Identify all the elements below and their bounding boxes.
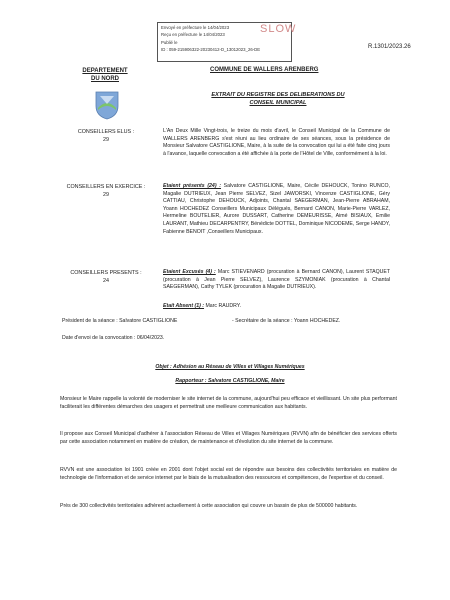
- convocation-date: Date d'envoi de la convocation : 06/04/2023.: [62, 335, 165, 341]
- elus-count: 29: [103, 137, 109, 143]
- presents-list: Salvatore CASTIGLIONE, Maire, Cécile DEHOUCK, Tonino RUNCO, Magalie DUTRIEUX, Jean Pierre SELVEZ, Sizel JAWORSKI, Vincenze CASTIGLIONE, Géry CATTIAU, Christophe DEHOUCK, Adjoints, Chantal SAEGERMAN, Jean-Pierre ABRAHAM, Yoann HOCHEDEZ Conseillers Municipaux Délégués, Bernard CANON, Marie-Pierre VARLEZ, Hermeline BOUTELIER, Aurore DUSSART, Catherine DEMEURISSE, Aimé BISIAUX, Emilie LAURANT, Mathieu DECARPENTRY, Bénédicte DOTTEL, Dominique NICODEME, Serge HANDY, Fabienne BENOIT ,Conseillers Municipaux.: [163, 183, 390, 235]
- exercice-label-text: CONSEILLERS EN EXERCICE :: [66, 184, 146, 190]
- department-line: DU NORD: [91, 76, 119, 82]
- exercice-label: [62, 183, 150, 199]
- body-paragraph-2: Il propose aux Conseil Municipal d'adhérer à l'association Réseau de Villes et Villages Numériques (RVVN) afin de bénéficier des services offerts par cette association notamment en matière de création, de maintenance et d'évolution du site internet de la commune.: [60, 431, 397, 445]
- presents-label-text: CONSEILLERS PRESENTS :: [70, 270, 142, 276]
- absent-paragraph: [163, 303, 390, 311]
- presents-title: Etaient présents (24) :: [163, 183, 221, 189]
- handwritten-annotation: SLOW: [260, 23, 297, 35]
- extrait-title: [168, 91, 388, 107]
- elus-label: [62, 128, 150, 144]
- excuses-paragraph: [163, 269, 390, 292]
- commune-crest-icon: [94, 90, 120, 120]
- excuses-list: Marc STIEVENARD (procuration à Bernard CANON), Laurent STAQUET (procuration à Jean Pierre SELVEZ), Laurence SZYMONIAK (procuration à Chantal SAEGERMAN), Cathy TYLEK (procuration à Magalie DUTRIEUX).: [163, 269, 390, 291]
- presents-paragraph: [163, 183, 390, 236]
- objet-line: Objet : Adhésion au Réseau de Villes et Villages Numériques: [155, 364, 305, 370]
- exercice-count: 29: [103, 192, 109, 198]
- body-paragraph-3: RVVN est une association loi 1901 créée en 2001 dont l'objet social est de répondre aux besoins des collectivités territoriales en matière de technologie de l'information et de service internet par le biais de la mutualisation des ressources et compétences, de l'expertise et du conseil.: [60, 467, 397, 481]
- extrait-line: EXTRAIT DU REGISTRE DES DELIBERATIONS DU: [211, 92, 345, 98]
- presents-count: 24: [103, 278, 109, 284]
- commune-heading: COMMUNE DE WALLERS ARENBERG: [210, 67, 319, 73]
- excuses-title: Etaient Excusés (4) :: [163, 269, 216, 275]
- body-paragraph-1: Monsieur le Maire rappelle la volonté de moderniser le site internet de la commune, aujourd'hui peu efficace et vieillissant. Un site plus performant faciliterait les différentes démarches des usagers et permettrait une meilleure communication aux habitants.: [60, 396, 397, 410]
- department-heading: [70, 67, 140, 83]
- absent-list: Marc RAUDRY.: [204, 303, 242, 309]
- body-paragraph-4: Près de 300 collectivités territoriales adhèrent actuellement à cette association qui couvre un bassin de plus de 500000 habitants.: [60, 503, 358, 509]
- elus-label-text: CONSEILLERS ELUS :: [77, 129, 135, 135]
- stamp-line: Publié le: [161, 39, 178, 45]
- stamp-line: ID : 059-215906322-20230412-D_13012023_26-DE: [161, 46, 261, 52]
- stamp-line: Envoyé en préfecture le 14/04/2023: [161, 25, 230, 30]
- session-intro: L'An Deux Mille Vingt-trois, le treize du mois d'avril, le Conseil Municipal de la Commune de WALLERS ARENBERG s'est réuni au lieu ordinaire de ses séances, sous la présidence de Monsieur Salvatore CASTIGLIONE, Maire, à la suite de la convocation qui lui a été faite cinq jours à l'avance, laquelle convocation a été affichée à la porte de l'Hôtel de Ville, conformément à la loi.: [163, 128, 390, 157]
- rapporteur-line: Rapporteur : Salvatore CASTIGLIONE, Maire: [175, 378, 285, 384]
- session-president: Président de la séance : Salvatore CASTIGLIONE: [62, 318, 178, 324]
- session-secretary: - Secrétaire de la séance : Yoann HOCHEDEZ.: [232, 318, 341, 324]
- absent-title: Etait Absent (1) :: [163, 303, 205, 309]
- deliberation-reference: R.1301/2023.26: [368, 44, 411, 50]
- department-line: DEPARTEMENT: [82, 68, 128, 74]
- presents-label: [62, 269, 150, 285]
- extrait-line: CONSEIL MUNICIPAL: [249, 100, 307, 106]
- stamp-line: Reçu en préfecture le 14/04/2023: [161, 32, 225, 38]
